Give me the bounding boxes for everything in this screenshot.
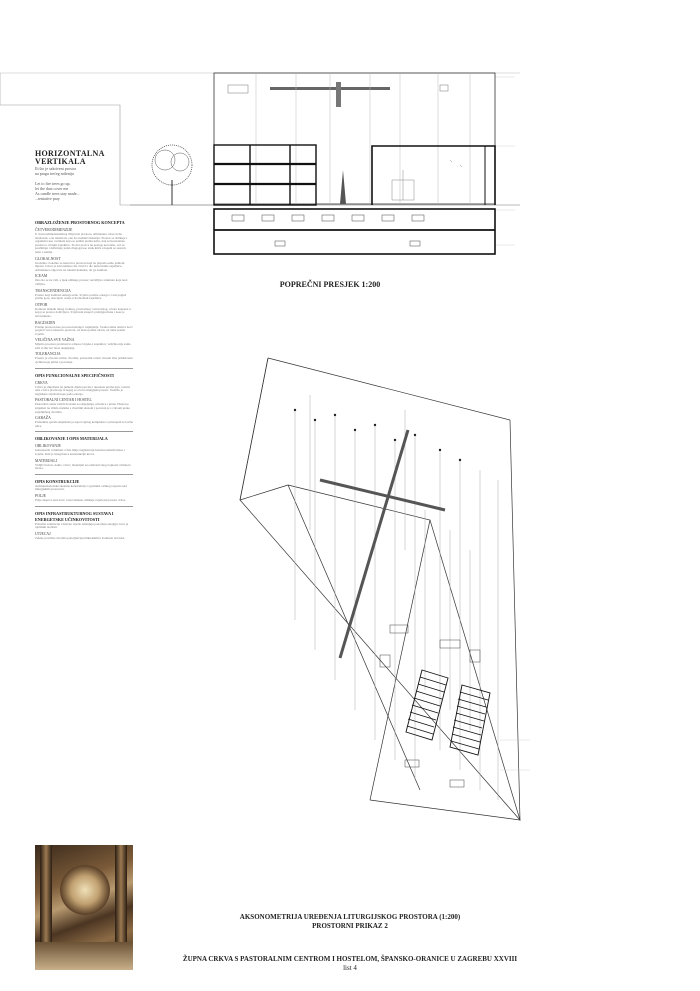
- sidebar-paragraph: Zelene površine dvorišta poboljšavaju mikroklimu i kvalitetu boravka.: [35, 535, 125, 540]
- sidebar-subsection-title: UTJECAJ: [35, 531, 51, 536]
- sidebar-paragraph: Prostor koji nadilazi samoga sebe. Svjetlo prodire odozgo i vodi pogled prema gore, dok tijelo ostaje u horizontali zajednice.: [35, 292, 127, 301]
- altar-figure: [340, 170, 346, 204]
- sidebar-subsection-title: MATERIJALI: [35, 458, 57, 463]
- subtitle-line-2: na pragu trećeg milenija: [35, 171, 74, 176]
- sidebar-paragraph: Pristup prostoru kao procesu kretanja i uspinjanja. Svaka razina otkriva novi pogled i novo iskustvo prostora, od ulaza prema oltaru, od tame prema svjetlu.: [35, 324, 133, 336]
- right-block-detail: [392, 160, 462, 200]
- sidebar-paragraph: Ono što se ne vidi, a ipak oblikuje prostor; nevidljiva struktura koja nosi vidljivo.: [35, 278, 128, 286]
- quote-line-3: As candle trees stay made...: [35, 191, 80, 196]
- quote-line-1: Let to fire trees go up,: [35, 181, 71, 186]
- section-divider: [35, 474, 133, 475]
- sidebar-section-title: OPIS FUNKCIONALNE SPECIFIČNOSTI: [35, 372, 114, 378]
- section-divider: [35, 431, 133, 432]
- basement: [214, 209, 495, 254]
- sidebar-section-title: OPIS INFRASTRUKTURNOG SUSTAVA I ENERGETSKE UČINKOVITOSTI: [35, 510, 114, 522]
- interior-photo: [35, 845, 133, 970]
- tree: [152, 145, 192, 205]
- section-divider: [35, 368, 133, 369]
- sidebar-paragraph: Prirodna ventilacija i dnevno svjetlo smanjuju potrošnju energije; krov je toplinski izoliran.: [35, 521, 129, 530]
- cross-vertical-beam: [340, 430, 408, 658]
- sidebar-paragraph: Crkva je smještena na južnom dijelu parcele i okrenuta prema trgu. Glavni ulaz vodi u predvorje iz kojeg se otvara liturgijski prostor. Svetište je naglašeno svjetlom koje pada odozgo.: [35, 384, 131, 396]
- axon-level-marks: [500, 740, 530, 770]
- quote-line-2: let the dust cover me: [35, 186, 69, 191]
- sidebar-subsection-title: OTPOR: [35, 302, 48, 307]
- sidebar-paragraph: Mjerilo prostora proizlazi iz odnosa čovjeka i zajednice; veličina nije sama sebi svrha već izraz okupljanja.: [35, 342, 131, 350]
- sidebar-subsection-title: POLJE: [35, 493, 46, 498]
- cross-section-drawing: [0, 60, 700, 275]
- sidebar-subsection-title: CRKVA: [35, 380, 48, 385]
- sidebar-subsection-title: TRANSCENDENCIJA: [35, 288, 71, 293]
- sidebar-subsection-title: OBLIKOVANJE: [35, 444, 61, 449]
- sidebar-paragraph: Polje stupova nosi krov i istovremeno oblikuje svjetlosni prostor crkve.: [35, 497, 127, 502]
- sheet-number: list 4: [343, 964, 357, 972]
- sidebar-section-title: OBRAZLOŽENJE PROSTORNOG KONCEPTA: [35, 220, 125, 225]
- sidebar-paragraph: Globalno i lokalno se susreću u prostoru koji ne pripada samo jednom mjestu. Crkva je istovremeno dio četvrti i dio univerzalne zajednice. Arhitektura odgovara na lokalni kontekst, ali ga nadilazi.: [35, 260, 125, 272]
- footer-title: ŽUPNA CRKVA S PASTORALNIM CENTROM I HOSTELOM, ŠPANSKO-ORANICE U ZAGREBU XXVIII: [182, 955, 518, 963]
- roof-cross-vertical: [336, 82, 341, 107]
- sidebar-paragraph: Prostor je otvoren svima; dvorište, pastoralni centar i hostel čine jedinstvenu cjelinu koja prima i povezuje.: [35, 356, 133, 365]
- sidebar-subsection-title: ICEAM: [35, 274, 48, 279]
- sidebar-paragraph: Jednostavni volumeni i čiste linije naglašavaju kontrast između mase i svjetla. Križ je integriran u konstrukciju krova.: [35, 448, 125, 456]
- site-outline: [0, 73, 215, 205]
- sidebar-paragraph: U četverodimenzionalnoj čitljivosti prostora, arhitektura crkve treba izražavati, a ne ilustrirati, ono što nadilazi materiju. Prostor se oblikuje i organizira kao vertikala koja se uzdiže prema nebu, dok se horizontala prostire u ravnini zajednice. Ta dva pravca ne postoje neovisno, već se prožimaju i definiraju jedan drugoga kao znak križa u kojem se susreću nebo i zemlja.: [35, 232, 128, 254]
- sidebar-subsection-title: PASTORALNI CENTAR I HOSTEL: [35, 398, 92, 403]
- section-divider: [35, 506, 133, 507]
- level-marks: [495, 77, 515, 245]
- title-line-2: VERTIKALA: [35, 157, 86, 166]
- sidebar-paragraph: Pastoralni centar sadrži dvoranu za okupljanja, učionice i urede. Hostel je smješten na višim etažama s vlastitim ulazom i povezan je s crkvom preko zajedničkog dvorišta.: [35, 402, 131, 414]
- axon-outline: [240, 358, 520, 820]
- sidebar-paragraph: Armiranobetonska skeletna konstrukcija s gredama velikog raspona nad liturgijskim prostorom.: [35, 483, 127, 492]
- right-block: [372, 146, 495, 205]
- sidebar-subsection-title: VELIČINA SVE VAŽNA: [35, 338, 75, 343]
- sidebar-subsection-title: GLOKALNOST: [35, 256, 61, 261]
- sidebar-subsection-title: BAGDADIN: [35, 320, 56, 325]
- sidebar-subsection-title: GARAŽA: [35, 416, 51, 421]
- quote-line-4: ...tentative pray: [35, 196, 60, 201]
- subtitle-line-1: Ili što je sakriveni prostor: [35, 166, 77, 171]
- sidebar-section-title: OBLIKOVANJE I OPIS MATERIJALA: [35, 436, 108, 442]
- sidebar-section-title: OPIS KONSTRUKCIJE: [35, 478, 80, 484]
- left-block-floors: [214, 145, 316, 205]
- axon-caption-1: AKSONOMETRIJA UREĐENJA LITURGIJSKOG PROSTORA (1:200): [239, 913, 461, 921]
- axon-caption-2: PROSTORNI PRIKAZ 2: [312, 922, 388, 930]
- cross-horizontal-beam: [320, 480, 445, 510]
- section-caption: POPREČNI PRESJEK 1:200: [279, 280, 381, 289]
- sidebar-paragraph: Podzemna garaža smještena je ispod cijelog kompleksa s pristupom iz bočne ulice.: [35, 420, 133, 428]
- axon-column-tops: [294, 409, 461, 461]
- sidebar-subsection-title: TOLERANCIJA: [35, 352, 61, 357]
- axonometric-drawing: [200, 350, 540, 845]
- stairs-left: [406, 670, 448, 740]
- sidebar-subsection-title: ČETVERODIMENZIJE: [35, 228, 73, 232]
- sidebar-paragraph: Vidljivi beton, staklo i drvo; materijali su odabrani zbog trajnosti i mirnoće izraza.: [35, 462, 131, 471]
- title-line-1: HORIZONTALNA: [35, 149, 105, 158]
- sidebar-paragraph: Kontrast između lakog i teškog, prozračnog i zatvorenog, otvara napetost u kojoj se prostor doživljava. Svjetlosni stupovi probijaju masu i nose je istovremeno.: [35, 306, 131, 318]
